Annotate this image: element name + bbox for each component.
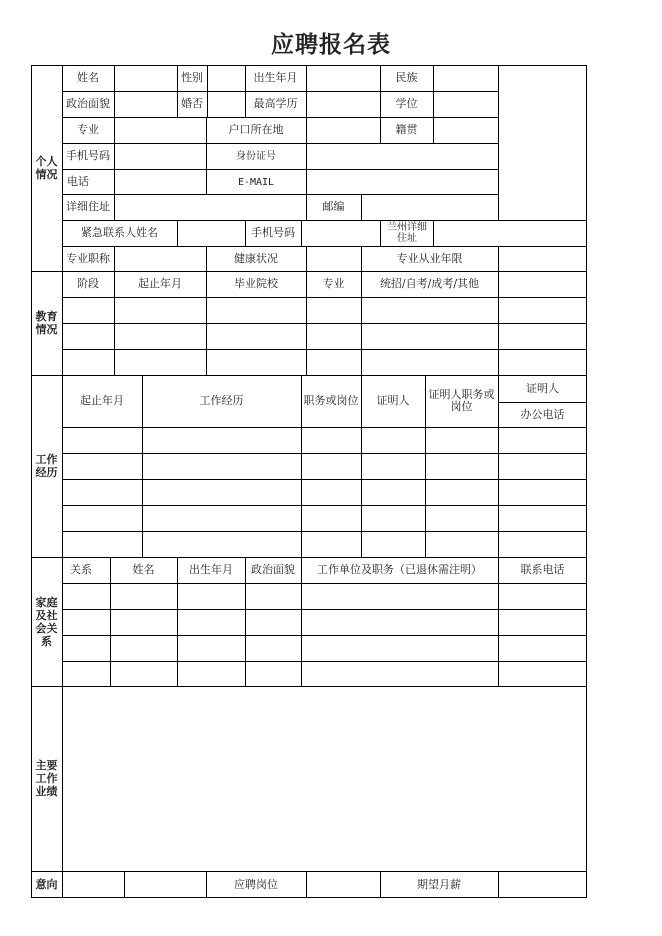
- edu-header-major: 专业: [322, 277, 345, 290]
- label-native-place: 籍贯: [395, 123, 418, 136]
- section-personal: 个人情况: [35, 155, 58, 181]
- label-education: 最高学历: [253, 97, 298, 110]
- label-id-card: 身份证号: [236, 150, 276, 162]
- label-mobile: 手机号码: [66, 149, 110, 162]
- section-achievements: 主要工作业绩: [35, 759, 58, 798]
- family-header-political: 政治面貌: [251, 563, 295, 576]
- edu-header-type: 统招/自考/成考/其他: [379, 277, 480, 290]
- label-hukou: 户口所在地: [228, 123, 284, 136]
- family-header-employer: 工作单位及职务（已退休需注明）: [317, 563, 482, 576]
- label-political: 政治面貌: [66, 97, 110, 110]
- work-header-referee: 证明人: [376, 394, 410, 407]
- label-expected-salary: 期望月薪: [417, 877, 461, 891]
- label-major: 专业: [77, 123, 99, 136]
- section-education: 教育情况: [35, 310, 58, 336]
- edu-header-period: 起止年月: [138, 277, 182, 290]
- edu-header-school: 毕业院校: [234, 277, 278, 290]
- page-title: 应聘报名表: [271, 32, 391, 58]
- label-title: 专业职称: [66, 252, 110, 265]
- work-header-experience: 工作经历: [199, 394, 244, 407]
- work-header-referee-2: 证明人: [526, 381, 559, 395]
- label-lanzhou-address: 兰州详细住址: [387, 222, 427, 244]
- label-gender: 性别: [181, 71, 203, 84]
- work-header-period: 起止年月: [80, 394, 124, 407]
- family-header-name: 姓名: [132, 563, 155, 576]
- label-emergency-mobile: 手机号码: [251, 226, 295, 239]
- family-header-birth: 出生年月: [189, 563, 233, 576]
- label-years: 专业从业年限: [396, 252, 463, 265]
- work-header-office-phone: 办公电话: [520, 407, 565, 421]
- label-apply-position: 应聘岗位: [234, 877, 278, 891]
- label-degree: 学位: [395, 97, 418, 110]
- label-ethnicity: 民族: [395, 71, 418, 84]
- label-name: 姓名: [77, 71, 99, 84]
- work-header-referee-position: 证明人职务或岗位: [428, 388, 495, 413]
- application-form: [31, 65, 587, 898]
- work-header-position: 职务或岗位: [303, 394, 359, 407]
- family-header-relation: 关系: [70, 563, 92, 576]
- label-address: 详细住址: [66, 200, 110, 213]
- family-header-phone: 联系电话: [520, 563, 565, 576]
- label-email: E-MAIL: [237, 176, 275, 188]
- label-birth: 出生年月: [253, 71, 298, 84]
- section-intent: 意向: [35, 878, 58, 891]
- edu-header-stage: 阶段: [77, 277, 99, 290]
- label-emergency-contact: 紧急联系人姓名: [81, 226, 158, 239]
- label-phone: 电话: [67, 175, 89, 188]
- label-health: 健康状况: [234, 252, 278, 265]
- section-work: 工作经历: [35, 453, 58, 479]
- label-postcode: 邮编: [322, 200, 345, 213]
- section-family: 家庭及社会关系: [35, 595, 58, 648]
- label-marital: 婚否: [181, 97, 203, 110]
